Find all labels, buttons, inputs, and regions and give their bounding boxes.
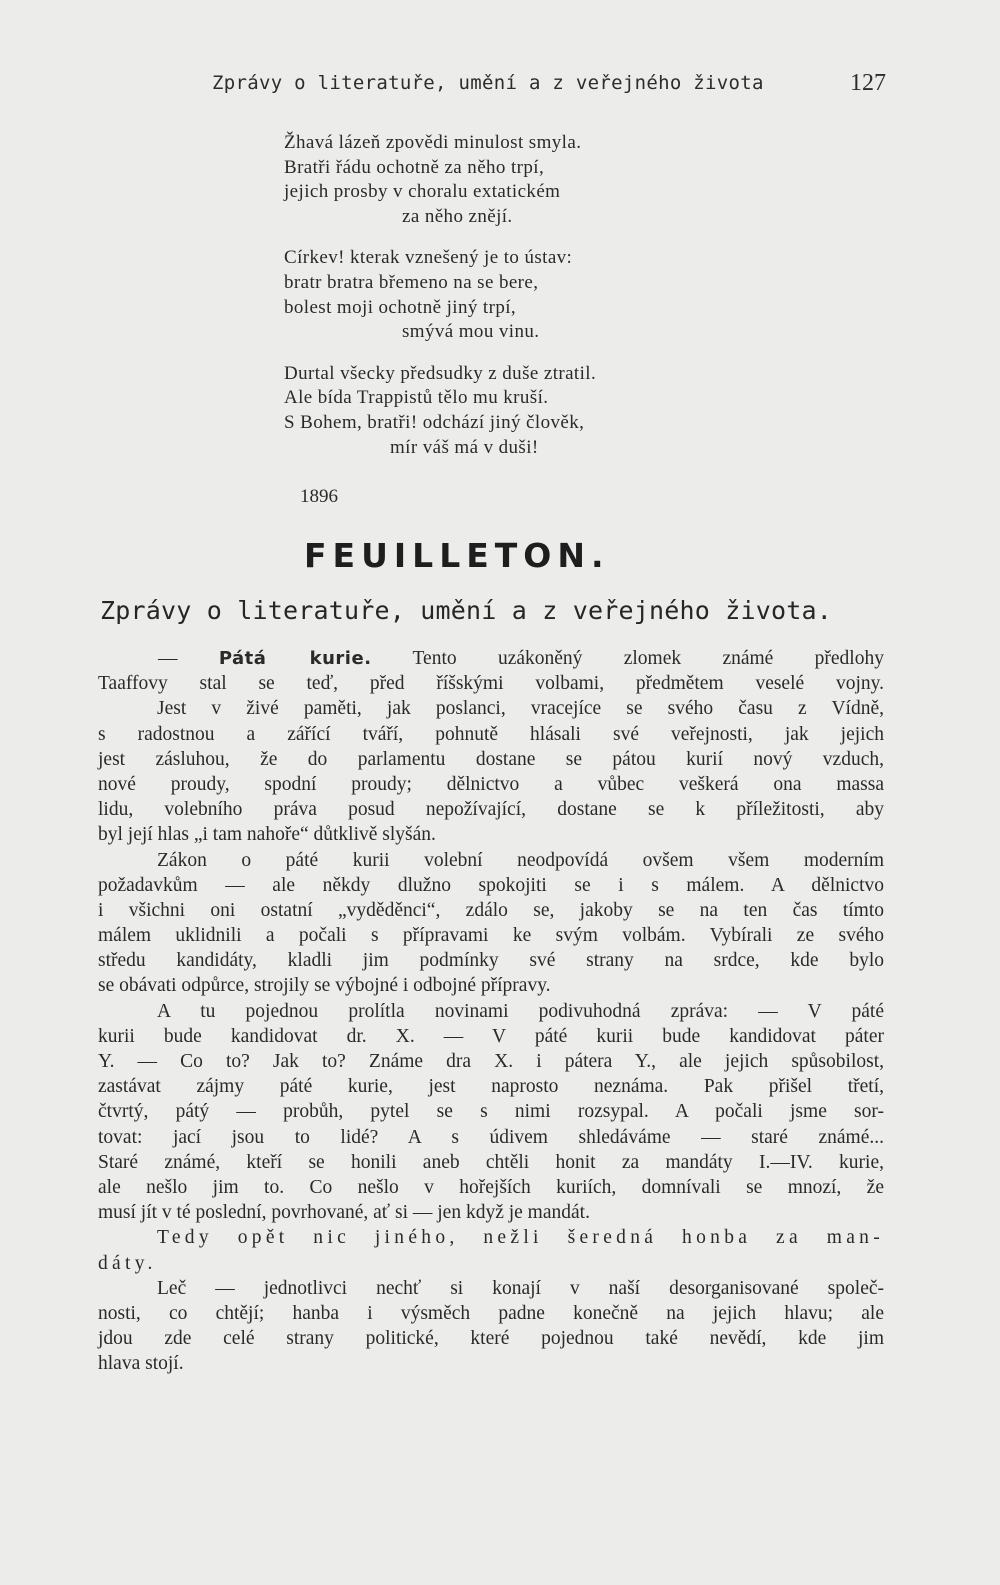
poem-line: Církev! kterak vznešený je to ústav: [284, 247, 573, 269]
poem-line: bratr bratra břemeno na se bere, [284, 271, 539, 293]
lead-dash: — [158, 648, 219, 669]
section-title: Zprávy o literatuře, umění a z veřejného života. [100, 596, 833, 625]
article-line: požadavkům — ale někdy dlužno spokojiti se i s málem. A dělnictvo [98, 874, 884, 896]
lead-text: Tento uzákoněný zlomek známé předlohy [371, 648, 884, 669]
article-line: středu kandidáty, kladli jim podmínky své strany na srdce, kde bylo [98, 950, 884, 972]
poem-line: mír váš má v duši! [390, 436, 539, 458]
poem [284, 131, 844, 460]
poem-line: Durtal všecky předsudky z duše ztratil. [284, 362, 597, 384]
article-line: Leč — jednotlivci nechť si konají v naší desorganisované společ- [157, 1277, 884, 1299]
article-line: Jest v živé paměti, jak poslanci, vracejíce se svého času z Vídně, [157, 698, 884, 720]
article-line: tovat: jací jsou to lidé? A s údivem shledáváme — staré známé... [98, 1126, 884, 1148]
poem-line: za něho znějí. [402, 205, 513, 227]
poem-line: S Bohem, bratři! odchází jiný člověk, [284, 411, 585, 433]
article-lead-line [98, 646, 884, 671]
article-body [98, 646, 884, 1376]
poem-date: 1896 [300, 486, 338, 507]
article-line: nosti, co chtějí; hanba i výsměch padne konečně na jejich hlavu; ale [98, 1302, 884, 1324]
poem-line: smývá mou vinu. [402, 321, 540, 343]
article-line: málem uklidnili a počali s přípravami ke svým volbám. Vybírali ze svého [98, 925, 884, 947]
poem-line: bolest moji ochotně jiný trpí, [284, 296, 517, 318]
poem-line: jejich prosby v choralu extatickém [284, 181, 561, 203]
poem-line: Žhavá lázeň zpovědi minulost smyla. [284, 132, 582, 153]
article-line: jdou zde celé strany politické, které pojednou také nevědí, kde jim [98, 1328, 884, 1350]
poem-line: Bratři řádu ochotně za něho trpí, [284, 156, 545, 178]
article-line: kurii bude kandidovat dr. X. — V páté kurii bude kandidovat páter [98, 1025, 884, 1047]
article-line: byl její hlas „i tam nahoře“ důtklivě slyšán. [98, 824, 436, 846]
article-line: nové proudy, spodní proudy; dělnictvo a vůbec veškerá ona massa [98, 773, 884, 795]
article-line: zastávat zájmy páté kurie, jest naprosto neznáma. Pak přišel třetí, [98, 1076, 884, 1098]
rubric-title: Pátá kurie. [218, 648, 372, 669]
article-line: lidu, volebního práva posud nepožívající, dostane se k příležitosti, aby [98, 799, 884, 821]
article-line-spaced: Tedy opět nic jiného, nežli šeredná honba za man- [157, 1227, 884, 1249]
article-line: Y. — Co to? Jak to? Známe dra X. i pátera Y., ale jejich spůsobilost, [98, 1051, 884, 1072]
poem-line: Ale bída Trappistů tělo mu kruší. [284, 387, 549, 409]
article-line-spaced: dáty. [98, 1252, 157, 1274]
page-number: 127 [850, 70, 886, 96]
article-line: i všichni oni ostatní „vyděděnci“, zdálo se, jakoby se na ten čas tímto [98, 899, 884, 921]
article-line: čtvrtý, pátý — probůh, pytel se s nimi rozsypal. A počali jsme sor- [98, 1101, 884, 1123]
article-line: hlava stojí. [98, 1353, 184, 1375]
poem-stanza [284, 246, 844, 344]
article-line: Taaffovy stal se teď, před říšskými volbami, předmětem veselé vojny. [98, 673, 884, 695]
article-line: s radostnou a zářící tváří, pohnutě hlásali své veřejnosti, jak jejich [98, 723, 884, 745]
article-line: jest zásluhou, že do parlamentu dostane se pátou kurií nový vzduch, [98, 748, 884, 770]
poem-stanza [284, 362, 844, 460]
running-head: Zprávy o literatuře, umění a z veřejného života [212, 72, 764, 94]
article-line: Zákon o páté kurii volební neodpovídá ovšem všem moderním [157, 849, 884, 871]
poem-stanza [284, 131, 844, 229]
feuilleton-heading: FEUILLETON. [304, 536, 610, 575]
article-line: Staré známé, kteří se honili aneb chtěli honit za mandáty I.—IV. kurie, [98, 1151, 884, 1173]
article-line: ale nešlo jim to. Co nešlo v hořejších kuriích, domnívali se mnozí, že [98, 1176, 884, 1198]
article-line: se obávati odpůrce, strojily se výbojné i odbojné přípravy. [98, 975, 551, 997]
article-line: A tu pojednou prolítla novinami podivuhodná zpráva: — V páté [157, 1000, 884, 1022]
article-line: musí jít v té poslední, povrhované, ať si — jen když je mandát. [98, 1202, 590, 1224]
